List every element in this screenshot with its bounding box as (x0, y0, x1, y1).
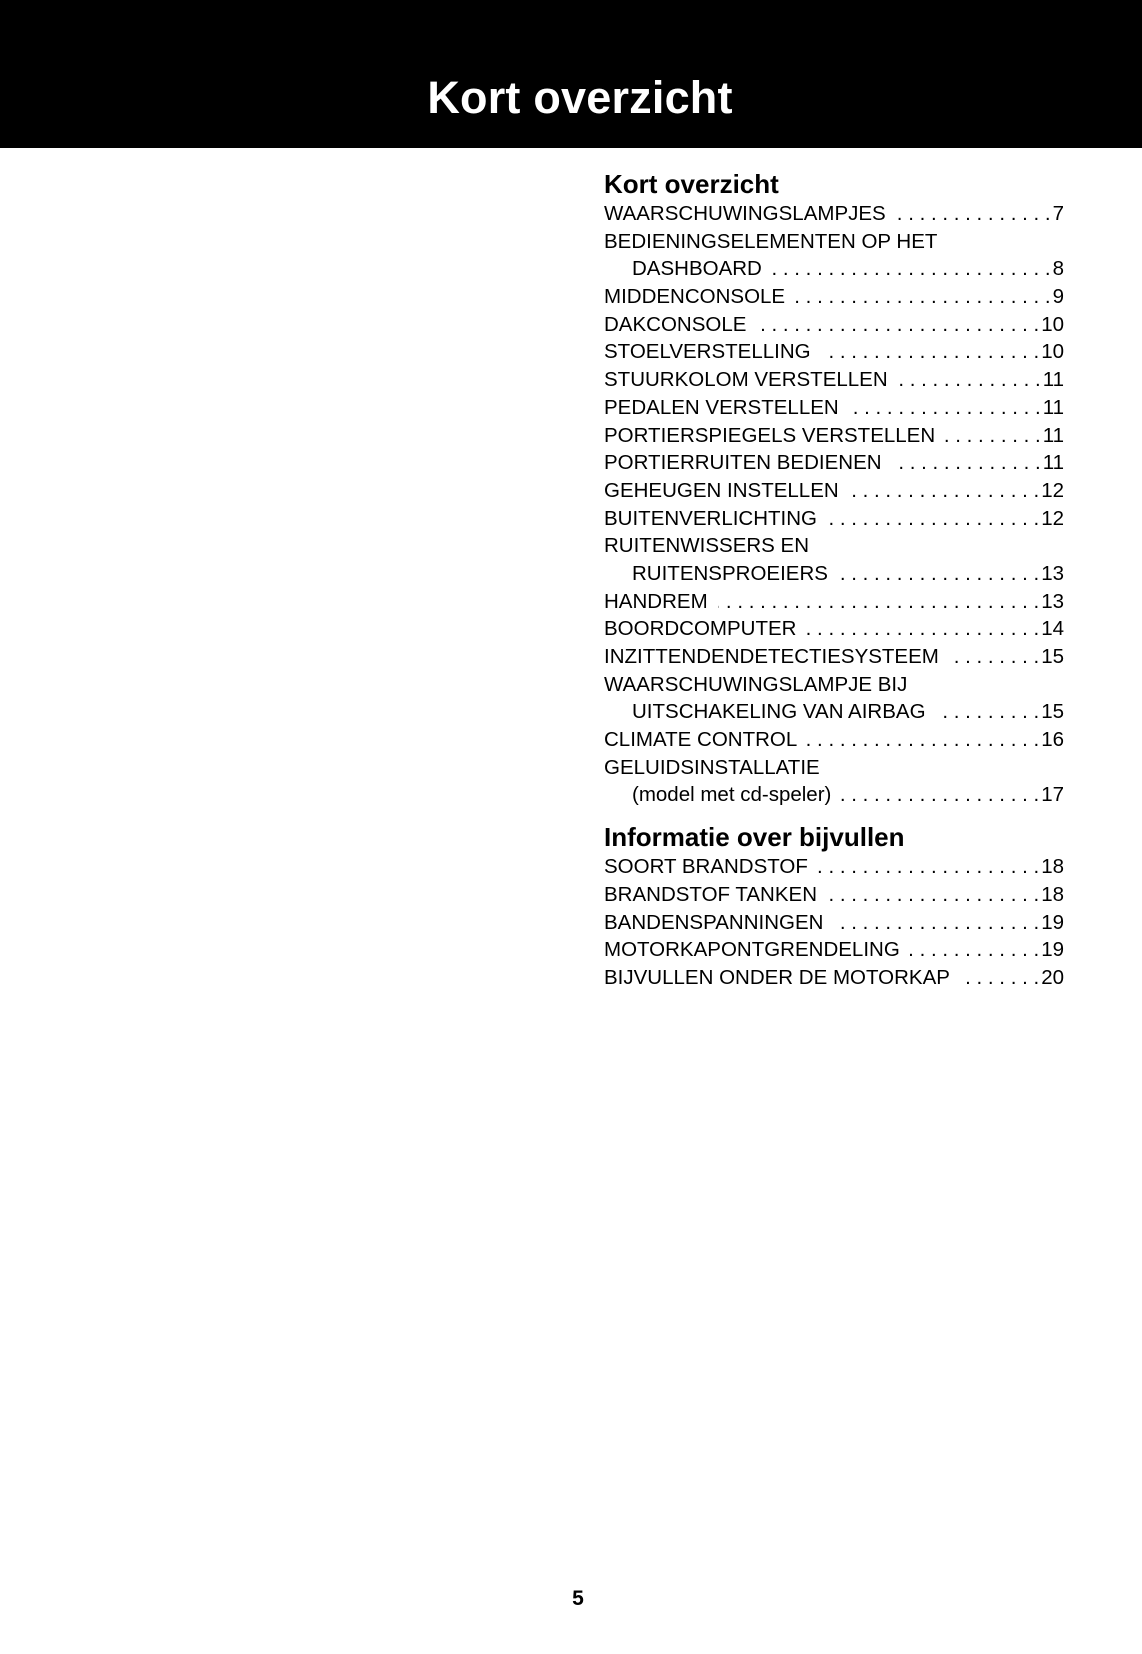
toc-entry-label: INZITTENDENDETECTIESYSTEEM (604, 645, 939, 668)
header-band (0, 0, 1142, 148)
toc-entry-label: BEDIENINGSELEMENTEN OP HET (604, 229, 938, 253)
toc-entry[interactable] (604, 366, 1064, 394)
page-title: Kort overzicht (427, 72, 733, 123)
toc-entry[interactable] (604, 588, 1064, 616)
toc-entry[interactable] (604, 964, 1064, 992)
toc-entry-page: 11 (1042, 451, 1064, 475)
dot-leader (827, 505, 1039, 533)
toc-entry-label: RUITENWISSERS EN (604, 534, 810, 558)
toc-entry-page: 18 (1041, 855, 1064, 879)
toc-entry[interactable] (604, 338, 1064, 366)
toc-entry-label: BANDENSPANNINGEN (604, 910, 824, 934)
toc-entry[interactable] (604, 881, 1064, 909)
dot-leader (718, 588, 1040, 616)
toc-entry-page: 11 (1042, 423, 1064, 447)
dot-leader (756, 311, 1039, 339)
toc-entry-label: DAKCONSOLE (604, 312, 747, 336)
toc-entry-label: (model met cd-speler) (632, 783, 832, 807)
toc-entry-label: PORTIERSPIEGELS VERSTELLEN (604, 423, 936, 447)
dot-leader (795, 283, 1050, 311)
toc-entry-page: 15 (1041, 700, 1064, 724)
toc-entry-page: 11 (1042, 368, 1064, 392)
dot-leader (818, 853, 1039, 881)
dot-leader (892, 449, 1041, 477)
toc-entry[interactable] (604, 615, 1064, 643)
toc-entry[interactable] (604, 726, 1064, 754)
toc-entry-page: 12 (1041, 478, 1064, 502)
toc-entry-label: BIJVULLEN ONDER DE MOTORKAP (604, 965, 950, 989)
toc-entry-page: 9 (1052, 285, 1064, 309)
section-heading-informatie-over-bijvullen: Informatie over bijvullen (604, 822, 905, 853)
toc-entry-label: UITSCHAKELING VAN AIRBAG (632, 700, 926, 724)
toc-entry[interactable] (604, 643, 1064, 671)
toc-entry[interactable] (604, 671, 1064, 699)
toc-entry[interactable] (604, 936, 1064, 964)
dot-leader (821, 338, 1040, 366)
toc-entry-label: MOTORKAPONTGRENDELING (604, 938, 900, 962)
toc-entry-page: 10 (1041, 340, 1064, 364)
toc-entry-continuation[interactable] (604, 255, 1064, 283)
dot-leader (838, 560, 1039, 588)
page-number: 5 (572, 1587, 584, 1610)
toc-entry-page: 17 (1041, 783, 1064, 807)
toc-entry-label: WAARSCHUWINGSLAMPJE BIJ (604, 672, 908, 696)
toc-entry-label: BRANDSTOF TANKEN (604, 882, 818, 906)
dot-leader (833, 909, 1039, 937)
toc-entry-page: 13 (1041, 589, 1064, 613)
toc-entry-label: STOELVERSTELLING (604, 340, 811, 364)
toc-entry[interactable] (604, 394, 1064, 422)
toc-entry-label: DASHBOARD (632, 257, 762, 281)
toc-entry[interactable] (604, 754, 1064, 782)
dot-leader (910, 936, 1039, 964)
toc-entry-label: RUITENSPROEIERS (632, 561, 828, 585)
toc-entry[interactable] (604, 422, 1064, 450)
toc-entry[interactable] (604, 449, 1064, 477)
toc-entry-continuation[interactable] (604, 781, 1064, 809)
dot-leader (945, 422, 1041, 450)
dot-leader (807, 726, 1039, 754)
toc-entry-continuation[interactable] (604, 560, 1064, 588)
toc-entry[interactable] (604, 505, 1064, 533)
toc-entry[interactable] (604, 283, 1064, 311)
dot-leader (960, 964, 1039, 992)
toc-entry[interactable] (604, 200, 1064, 228)
dot-leader (896, 200, 1051, 228)
toc-entry-label: BUITENVERLICHTING (604, 506, 817, 530)
toc-entry-label: STUURKOLOM VERSTELLEN (604, 368, 888, 392)
dot-leader (898, 366, 1041, 394)
toc-entry-label: PEDALEN VERSTELLEN (604, 395, 839, 419)
toc-list-kort-overzicht (604, 200, 1064, 809)
dot-leader (936, 698, 1040, 726)
toc-entry-page: 10 (1041, 312, 1064, 336)
toc-entry-page: 19 (1041, 938, 1064, 962)
toc-entry[interactable] (604, 311, 1064, 339)
toc-entry[interactable] (604, 477, 1064, 505)
toc-entry-label: PORTIERRUITEN BEDIENEN (604, 451, 882, 475)
toc-entry-page: 18 (1041, 882, 1064, 906)
dot-leader (841, 781, 1039, 809)
dot-leader (772, 255, 1051, 283)
toc-entry-label: BOORDCOMPUTER (604, 617, 797, 641)
dot-leader (849, 394, 1041, 422)
toc-entry-page: 19 (1041, 910, 1064, 934)
dot-leader (806, 615, 1039, 643)
toc-entry-label: WAARSCHUWINGSLAMPJES (604, 202, 886, 225)
toc-entry-page: 16 (1041, 728, 1064, 752)
toc-entry[interactable] (604, 853, 1064, 881)
dot-leader (849, 477, 1040, 505)
toc-entry-page: 14 (1041, 617, 1064, 641)
toc-entry-label: SOORT BRANDSTOF (604, 855, 808, 879)
toc-entry-page: 11 (1042, 395, 1064, 419)
toc-entry-continuation[interactable] (604, 698, 1064, 726)
toc-entry-page: 20 (1041, 965, 1064, 989)
toc-entry[interactable] (604, 532, 1064, 560)
toc-entry-page: 12 (1041, 506, 1064, 530)
dot-leader (949, 643, 1039, 671)
table-of-contents (604, 168, 1064, 992)
toc-entry[interactable] (604, 909, 1064, 937)
toc-entry-label: MIDDENCONSOLE (604, 285, 786, 309)
toc-entry-page: 15 (1041, 645, 1064, 668)
toc-list-informatie-over-bijvullen (604, 853, 1064, 991)
section-heading-kort-overzicht: Kort overzicht (604, 169, 779, 199)
toc-entry-label: GEHEUGEN INSTELLEN (604, 478, 839, 502)
toc-entry[interactable] (604, 228, 1064, 256)
toc-entry-label: GELUIDSINSTALLATIE (604, 755, 820, 779)
toc-entry-page: 8 (1052, 257, 1064, 281)
toc-entry-page: 13 (1041, 561, 1064, 585)
toc-entry-label: HANDREM (604, 589, 708, 613)
dot-leader (827, 881, 1039, 909)
toc-entry-label: CLIMATE CONTROL (604, 728, 798, 752)
toc-entry-page: 7 (1052, 202, 1064, 225)
